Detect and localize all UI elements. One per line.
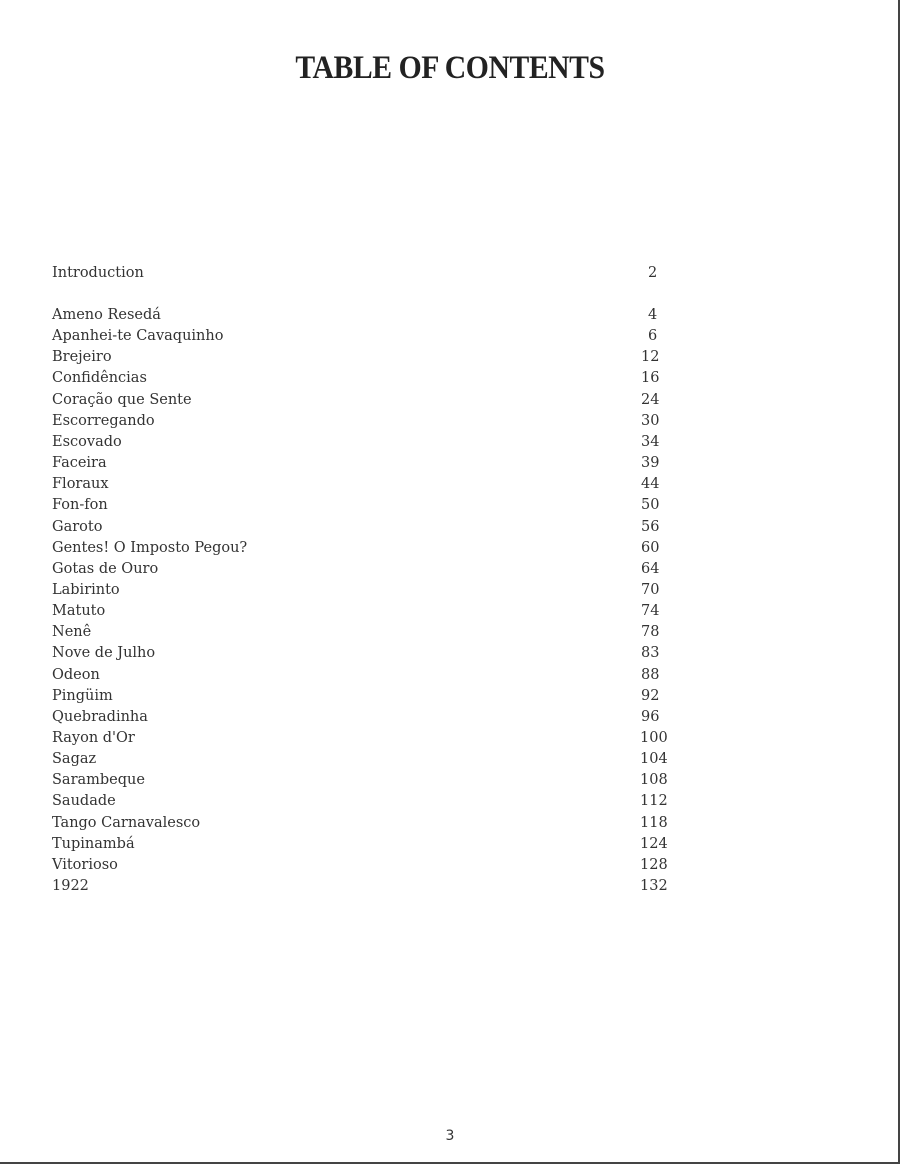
toc-entry[interactable] — [52, 601, 692, 622]
toc-entry-label: Odeon — [52, 666, 100, 683]
toc-entry-label: Tupinambá — [52, 835, 135, 852]
toc-entry-page: 132 — [640, 878, 668, 895]
toc-entry[interactable] — [52, 517, 692, 538]
toc-entry-page: 12 — [641, 349, 660, 366]
toc-entry-label: Apanhei-te Cavaquinho — [52, 328, 224, 345]
toc-entry[interactable] — [52, 855, 692, 876]
toc-entry-page: 78 — [641, 624, 660, 641]
toc-entry-page: 24 — [641, 391, 660, 408]
toc-entry[interactable] — [52, 411, 692, 432]
toc-entry[interactable] — [52, 559, 692, 580]
toc-entry-page: 108 — [640, 772, 668, 789]
toc-entry[interactable] — [52, 368, 692, 389]
toc-entry[interactable] — [52, 834, 692, 855]
toc-entry-introduction[interactable] — [52, 263, 692, 284]
toc-entry-label: Gentes! O Imposto Pegou? — [52, 539, 248, 556]
toc-entry[interactable] — [52, 453, 692, 474]
toc-entry-page: 39 — [641, 455, 660, 472]
toc-entry-page: 30 — [641, 412, 660, 429]
toc-entry-label: 1922 — [52, 878, 89, 895]
toc-entry-label: Rayon d'Or — [52, 730, 135, 746]
toc-entry-page: 60 — [641, 539, 660, 556]
toc-entry-label: Confidências — [52, 370, 147, 387]
toc-entry[interactable] — [52, 643, 692, 664]
toc-entry[interactable] — [52, 686, 692, 707]
toc-entry[interactable] — [52, 770, 692, 791]
toc-entry[interactable] — [52, 749, 692, 770]
toc-entry-label: Garoto — [52, 518, 103, 535]
toc-entry-page: 104 — [640, 751, 668, 768]
toc-entry[interactable] — [52, 622, 692, 643]
toc-entry-page: 128 — [640, 856, 668, 873]
toc-entry-page: 50 — [641, 497, 660, 514]
toc-entry-page: 118 — [640, 814, 668, 831]
toc-entry[interactable] — [52, 390, 692, 411]
toc-entry-label: Ameno Resedá — [52, 307, 161, 323]
toc-entry-label: Sarambeque — [52, 772, 145, 789]
toc-entry-page: 4 — [648, 307, 658, 323]
toc-entry-page: 92 — [641, 687, 660, 704]
toc-entry-page: 70 — [641, 581, 660, 598]
toc-entry[interactable] — [52, 326, 692, 347]
toc-entry[interactable] — [52, 728, 692, 749]
toc-entry[interactable] — [52, 495, 692, 516]
toc-entry-page: 64 — [641, 560, 660, 577]
toc-entry[interactable] — [52, 347, 692, 368]
toc-entry-label: Pingüim — [52, 687, 113, 704]
page-number: 3 — [445, 1128, 455, 1144]
toc-entry[interactable] — [52, 432, 692, 453]
toc-entry-page: 6 — [648, 328, 658, 345]
toc-entry-page: 83 — [641, 645, 660, 662]
toc-entry-page: 96 — [641, 708, 660, 725]
toc-entry-label: Vitorioso — [52, 856, 118, 873]
toc-entry[interactable] — [52, 305, 692, 326]
toc-entry[interactable] — [52, 791, 692, 812]
toc-entry-page: 44 — [641, 476, 660, 493]
toc-entry-page: 56 — [641, 518, 660, 535]
toc-entry[interactable] — [52, 707, 692, 728]
toc-entry-label: Coração que Sente — [52, 391, 192, 408]
toc-entry-label: Fon-fon — [52, 497, 108, 514]
toc-entry-label: Matuto — [52, 603, 106, 620]
toc-entry-label: Saudade — [52, 793, 116, 810]
toc-entry[interactable] — [52, 580, 692, 601]
toc-entry[interactable] — [52, 876, 692, 897]
toc-entry-page: 124 — [640, 835, 668, 852]
toc-entry-label: Brejeiro — [52, 349, 112, 366]
toc-entry-label: Introduction — [52, 265, 144, 281]
toc-entry-page: 16 — [641, 370, 660, 387]
toc-entry-label: Floraux — [52, 476, 109, 493]
toc-entry[interactable] — [52, 813, 692, 834]
toc-entry-label: Escorregando — [52, 412, 155, 429]
toc-entry[interactable] — [52, 665, 692, 686]
toc-entry-label: Escovado — [52, 433, 122, 450]
toc-entry-page: 34 — [641, 433, 660, 450]
toc-entry-page: 112 — [640, 793, 668, 810]
toc-entry-page: 88 — [641, 666, 660, 683]
toc-entry-label: Nenê — [52, 624, 92, 641]
toc-entry-page: 74 — [641, 603, 660, 620]
toc-entry[interactable] — [52, 474, 692, 495]
toc-entry-label: Gotas de Ouro — [52, 560, 159, 577]
toc-entry-page: 100 — [640, 730, 668, 746]
toc-entry-label: Quebradinha — [52, 708, 148, 725]
toc-entry-label: Labirinto — [52, 581, 120, 598]
toc-entry[interactable] — [52, 538, 692, 559]
toc-entry-label: Faceira — [52, 455, 107, 472]
toc-entry-page: 2 — [648, 265, 658, 281]
toc-entry-label: Tango Carnavalesco — [52, 814, 201, 831]
toc-entry-label: Nove de Julho — [52, 645, 156, 662]
toc-entry-label: Sagaz — [52, 751, 97, 768]
page-title: TABLE OF CONTENTS — [295, 50, 605, 86]
